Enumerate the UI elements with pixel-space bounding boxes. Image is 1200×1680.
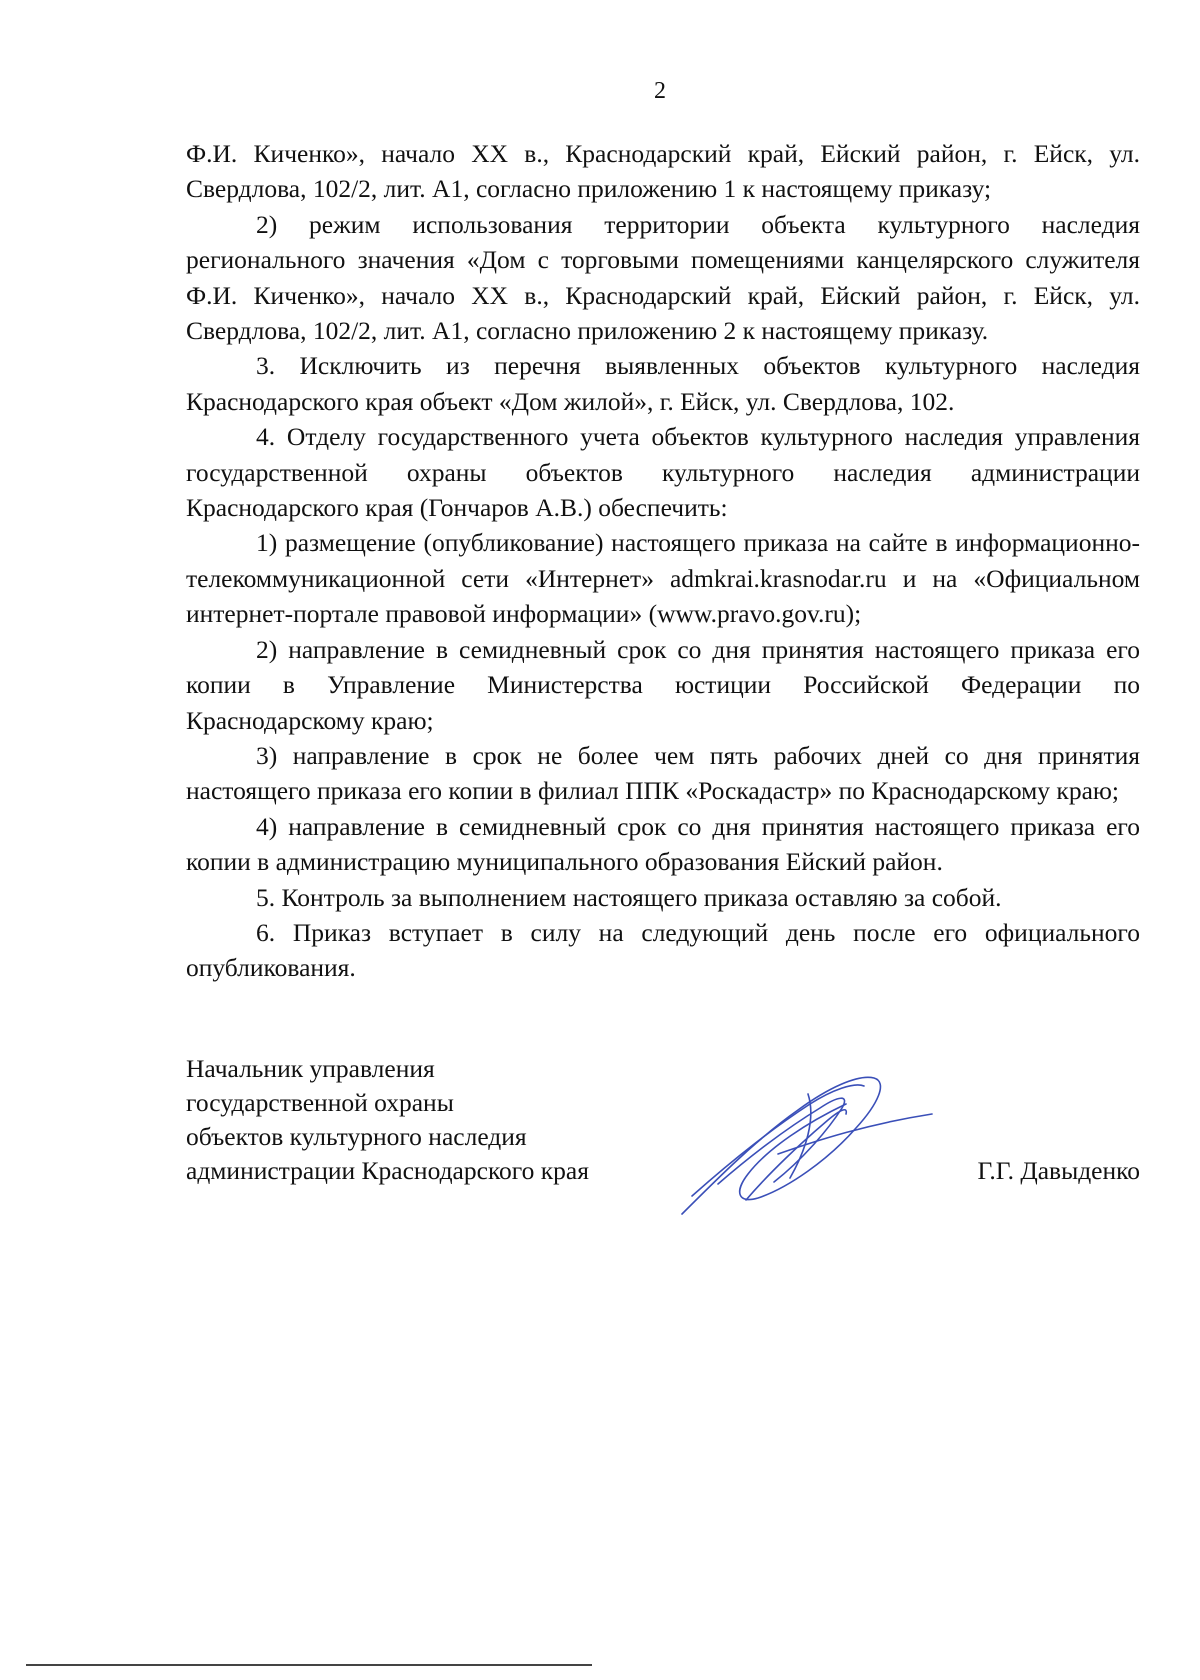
paragraph: Ф.И. Киченко», начало XX в., Краснодарский край, Ейский район, г. Ейск, ул. Свердлова, 102/2, лит. А1, согласно приложению 1 к настоящему приказу;	[186, 139, 1140, 204]
paragraph: 4. Отделу государственного учета объектов культурного наследия управления государственной охраны объектов культурного наследия администрации Краснодарского края (Гончаров А.В.) обеспечить:	[186, 422, 1140, 523]
paragraph: 2) режим использования территории объекта культурного наследия регионального значения «Дом с торговыми помещениями канцелярского служителя Ф.И. Киченко», начало XX в., Краснодарский край, Ейский район, г. Ейск, ул. Свердлова, 102/2, лит. А1, согласно приложению 2 к настоящему приказу.	[186, 209, 1140, 346]
paragraph: 3) направление в срок не более чем пять рабочих дней со дня принятия настоящего приказа его копии в филиал ППК «Роскадастр» по Краснодарскому краю;	[186, 740, 1140, 806]
page-number: 2	[654, 78, 666, 104]
bottom-divider	[26, 1664, 592, 1666]
signatory-position-line: Начальник управления	[186, 1054, 435, 1083]
handwritten-signature	[678, 1068, 934, 1216]
paragraph: 5. Контроль за выполнением настоящего приказа оставляю за собой.	[256, 882, 1002, 912]
signatory-position-line: объектов культурного наследия	[186, 1122, 527, 1151]
document-body	[186, 136, 1140, 986]
paragraph: 2) направление в семидневный срок со дня принятия настоящего приказа его копии в Управление Министерства юстиции Российской Федерации по Краснодарскому краю;	[186, 634, 1140, 735]
paragraph: 6. Приказ вступает в силу на следующий день после его официального опубликования.	[186, 917, 1140, 983]
signatory-position-line: администрации Краснодарского края	[186, 1156, 589, 1185]
signature-block	[186, 1052, 1140, 1188]
signatory-name: Г.Г. Давыденко	[977, 1156, 1140, 1185]
paragraph: 1) размещение (опубликование) настоящего приказа на сайте в информационно-телекоммуникационной сети «Интернет» admkrai.krasnodar.ru и на «Официальном интернет-портале правовой информации» (www.pravo.gov.ru);	[186, 528, 1140, 629]
paragraph: 4) направление в семидневный срок со дня принятия настоящего приказа его копии в администрацию муниципального образования Ейский район.	[186, 811, 1140, 877]
signatory-position-line: государственной охраны	[186, 1088, 454, 1117]
paragraph: 3. Исключить из перечня выявленных объектов культурного наследия Краснодарского края объект «Дом жилой», г. Ейск, ул. Свердлова, 102.	[186, 351, 1140, 416]
